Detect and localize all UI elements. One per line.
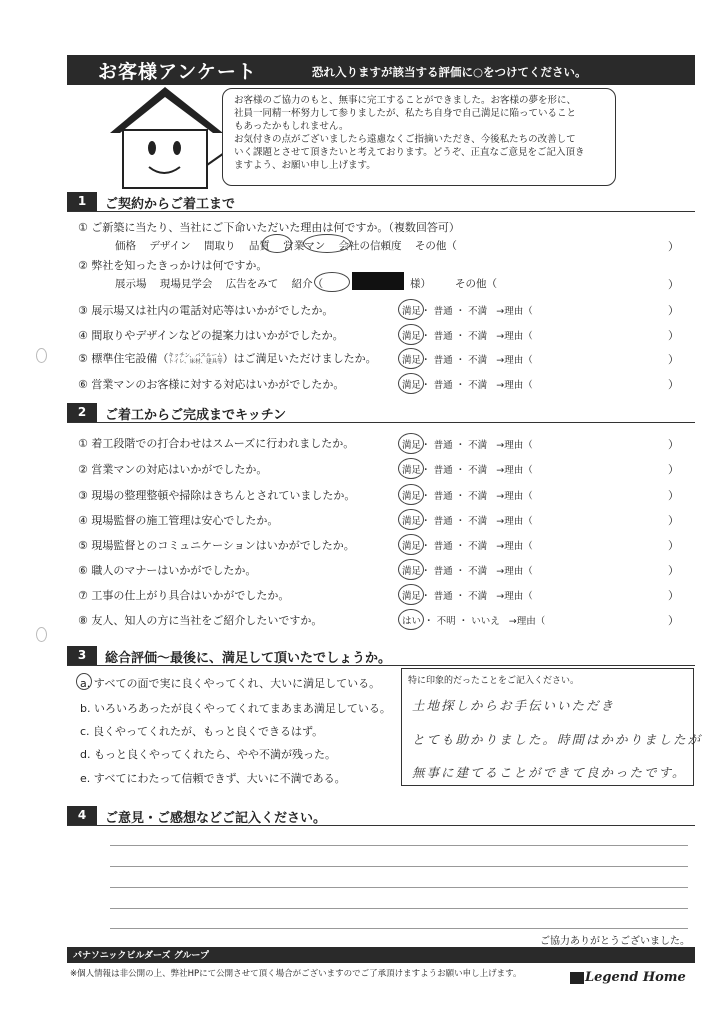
s1-q5: ⑤ 標準住宅設備（キッチン、バスルーム トイレ、床材、建具等）はご満足いただけましたか。 [78,352,377,365]
house-mascot-icon [105,85,235,190]
answer-circle [303,234,351,253]
s1-q2: ② 弊社を知ったきっかけは何ですか。 [78,259,268,272]
s3-choice-b: b. いろいろあったが良くやってくれてまあまあ満足している。 [80,702,391,715]
rating-row: 満足・ 普通 ・ 不満 →理由（ [402,380,533,391]
s2-q1: ① 着工段階での打合わせはスムーズに行われましたか。 [78,437,355,450]
s1-q2-name-suffix: 様） [410,278,431,290]
s1-q2-close-paren: ） [668,278,679,291]
section-1-rule [67,211,695,212]
answer-circle [398,534,424,555]
answer-circle [76,673,92,690]
s3-choice-e: e. すべてにわたって信頼できず、大いに不満である。 [80,772,346,785]
close-paren: ） [668,378,679,391]
s1-q3: ③ 展示場又は社内の電話対応等はいかがでしたか。 [78,304,334,317]
section-4-title: ご意見・ご感想などご記入ください。 [105,811,327,826]
answer-circle [398,458,424,479]
ruled-line [110,887,688,888]
answer-circle [398,433,424,454]
rating-row: 満足・ 普通 ・ 不満 →理由（ [402,591,533,602]
close-paren: ） [668,564,679,577]
rating-row: 満足・ 普通 ・ 不満 →理由（ [402,440,533,451]
s1-q1-options: 価格 デザイン 間取り 品質 営業マン 会社の信頼度 その他（ [115,240,457,252]
section-2-number: 2 [67,403,97,422]
section-2-title: ご着工からご完成までキッチン [105,408,287,423]
s2-q2: ② 営業マンの対応はいかがでしたか。 [78,463,268,476]
handwritten-line-3: 無事に建てることができて良かったです。 [412,765,687,780]
s3-choice-c: c. 良くやってくれたが、もっと良くできるはず。 [80,725,324,738]
company-logo: Legend Home [585,970,686,985]
s2-q7: ⑦ 工事の仕上がり具合はいかがでしたか。 [78,589,290,602]
section-4-rule [67,825,695,826]
rating-row: 満足・ 普通 ・ 不満 →理由（ [402,306,533,317]
ruled-line [110,866,688,867]
close-paren: ） [668,329,679,342]
redacted-name [352,272,404,290]
intro-text: お客様のご協力のもと、無事に完工することができました。お客様の夢を形に、 社員一同精一杯努力して参りましたが、私たち自身で自己満足に陥っていること もあったかもしれません。 お気付きの点がございましたら遠慮なくご指摘いただき、今後私たちの改善して いく課題とさせて頂きたいと考えております。どうぞ、正直なご意見をご記入頂き ますよう、お願い申し上げます。 [234,95,585,171]
s2-q5: ⑤ 現場監督とのコミュニケーションはいかがでしたか。 [78,539,355,552]
rating-row-q8: はい ・ 不明 ・ いいえ →理由（ [402,616,546,627]
answer-circle [398,299,424,320]
s1-q2-other: その他（ [455,278,497,290]
ruled-line [110,928,688,929]
footer-note: ※個人情報は非公開の上、弊社HPにて公開させて頂く場合がございますのでご了承頂けますようお願い申し上げます。 [70,969,522,979]
s1-q2-options: 展示場 現場見学会 広告をみて 紹介（ [115,278,324,290]
answer-circle [398,324,424,345]
answer-circle [398,509,424,530]
section-3-rule [67,665,695,666]
section-1-title: ご契約からご着工まで [105,197,236,212]
punch-hole [36,348,47,363]
close-paren: ） [668,539,679,552]
answer-circle [398,484,424,505]
section-3-title: 総合評価～最後に、満足して頂いたでしょうか。 [105,651,392,666]
rating-row: 満足・ 普通 ・ 不満 →理由（ [402,465,533,476]
punch-hole [36,627,47,642]
thanks-text: ご協力ありがとうございました。 [540,936,690,947]
handwritten-line-2: とても助かりました。時間はかかりましたが [412,732,703,747]
page-subtitle: 恐れ入りますが該当する評価に○をつけてください。 [312,65,587,79]
rating-row: 満足・ 普通 ・ 不満 →理由（ [402,331,533,342]
rating-row: 満足・ 普通 ・ 不満 →理由（ [402,566,533,577]
s2-q6: ⑥ 職人のマナーはいかがでしたか。 [78,564,257,577]
section-2-rule [67,422,695,423]
close-paren: ） [668,514,679,527]
s3-choice-d: d. もっと良くやってくれたら、やや不満が残った。 [80,748,336,761]
s2-q8: ⑧ 友人、知人の方に当社をご紹介したいですか。 [78,614,323,627]
close-paren: ） [668,489,679,502]
s1-q4: ④ 間取りやデザインなどの提案力はいかがでしたか。 [78,329,344,342]
rating-row: 満足・ 普通 ・ 不満 →理由（ [402,541,533,552]
ruled-line [110,908,688,909]
logo-mark-icon [570,972,584,984]
answer-circle [398,373,424,394]
answer-circle [314,272,350,292]
answer-circle [262,234,292,253]
answer-circle [398,559,424,580]
answer-circle [398,584,424,605]
handwritten-line-1: 土地探しからお手伝いいただき [412,698,616,713]
close-paren: ） [668,304,679,317]
rating-row: 満足・ 普通 ・ 不満 →理由（ [402,491,533,502]
s1-q6: ⑥ 営業マンのお客様に対する対応はいかがでしたか。 [78,378,345,391]
page-title: お客様アンケート [98,61,257,83]
s1-q1: ① ご新築に当たり、当社にご下命いただいた理由は何ですか。（複数回答可） [78,221,460,234]
s2-q3: ③ 現場の整理整頓や掃除はきちんとされていましたか。 [78,489,356,502]
close-paren: ） [668,614,679,627]
s1-q1-close-paren: ） [668,240,679,253]
close-paren: ） [668,589,679,602]
s3-choice-a: a. すべての面で実に良くやってくれ、大いに満足している。 [80,677,381,690]
footer-group: パナソニックビルダーズ グループ [73,951,209,961]
ruled-line [110,845,688,846]
close-paren: ） [668,463,679,476]
answer-circle [398,609,424,630]
section-4-number: 4 [67,806,97,825]
close-paren: ） [668,438,679,451]
close-paren: ） [668,353,679,366]
section-1-number: 1 [67,192,97,211]
impression-label: 特に印象的だったことをご記入ください。 [408,676,580,686]
rating-row: 満足・ 普通 ・ 不満 →理由（ [402,355,533,366]
rating-row: 満足・ 普通 ・ 不満 →理由（ [402,516,533,527]
answer-circle [398,348,424,369]
s2-q4: ④ 現場監督の施工管理は安心でしたか。 [78,514,279,527]
section-3-number: 3 [67,646,97,665]
